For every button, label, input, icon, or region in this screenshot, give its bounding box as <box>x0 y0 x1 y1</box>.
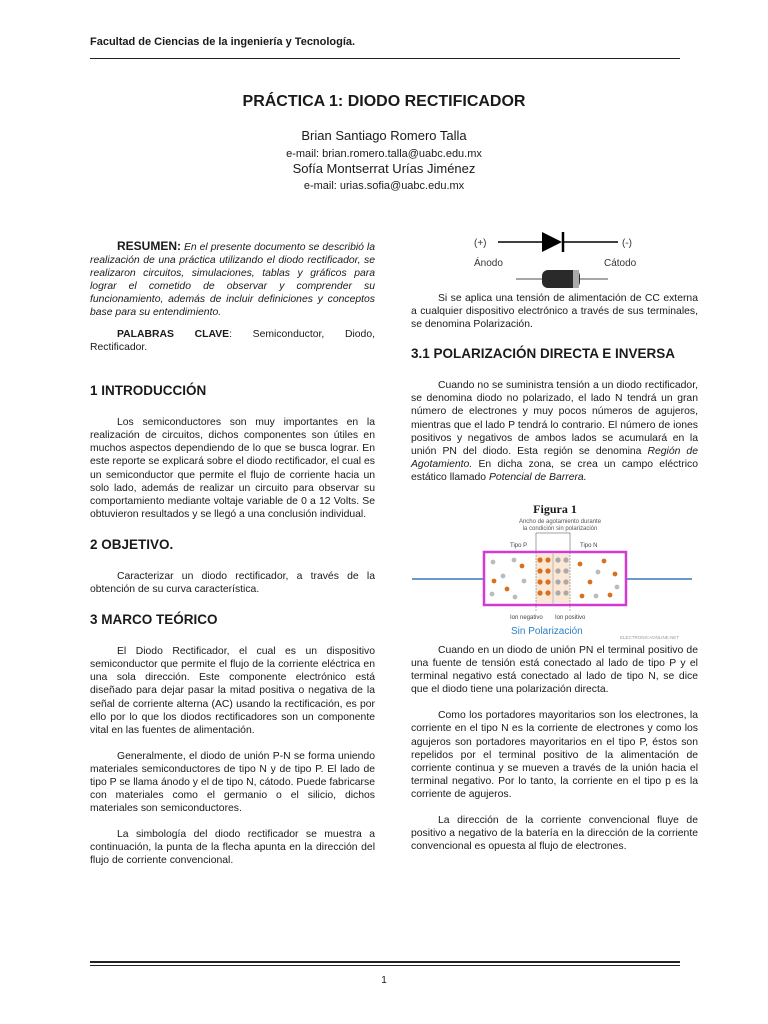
bias-text <box>411 379 698 484</box>
author-email-1: e-mail: brian.romero.talla@uabc.edu.mx <box>286 148 482 160</box>
depletion-caption-line1: Ancho de agotamiento durante <box>518 519 602 525</box>
right-column <box>411 292 698 484</box>
paragraph: Los semiconductores son muy importantes en la realización de circuitos, dichos componentes son útiles en muchos aspectos dependiendo de lo que se busca lograr. En este reporte se explicará sobre el diodo rectificador, el cual es un semiconductor que permite el flujo de corriente hacia un solo lado, además de realizar un circuito para observar su comportamiento mediante voltaje variable de 0 a 12 Volts. Se obtuvieron resultados y se llegó a una conclusión individual. <box>90 417 375 520</box>
section-heading-intro: 1 INTRODUCCIÓN <box>90 383 207 399</box>
keywords-label: PALABRAS CLAVE <box>117 329 230 340</box>
figure-1-pn-junction <box>412 516 692 642</box>
author-name-2: Sofía Montserrat Urías Jiménez <box>292 161 476 176</box>
diode-symbol-figure <box>468 228 648 296</box>
right-column-lower <box>411 644 698 853</box>
paragraph: Si se aplica una tensión de alimentación de CC externa a cualquier dispositivo electrónico a través de sus terminales, se denomina Polarización. <box>411 293 698 331</box>
left-column <box>90 240 375 868</box>
footer-rule <box>90 961 680 963</box>
paragraph: Generalmente, el diodo de unión P-N se forma uniendo materiales semiconductores de tipo N y de tipo P. El lado de tipo P se llama ánodo y el de tipo N, cátodo. Puede fabricarse con materiales como el germanio o el silicio, dichos materiales son semiconductores. <box>90 750 375 815</box>
section-heading-bias: 3.1 POLARIZACIÓN DIRECTA E INVERSA <box>411 346 676 362</box>
bias-intro-text <box>411 292 698 331</box>
author-email-2: e-mail: urias.sofia@uabc.edu.mx <box>303 180 465 192</box>
section-heading-theory: 3 MARCO TEÓRICO <box>90 612 218 628</box>
paper-title: PRÁCTICA 1: DIODO RECTIFICADOR <box>242 93 526 110</box>
header-rule <box>90 58 680 59</box>
paragraph: Cuando en un diodo de unión PN el terminal positivo de una fuente de tensión está conectado al lado de tipo P y el terminal negativo está conectado al lado de tipo N, se dice que el diodo tiene una polarización directa. <box>411 645 698 696</box>
plus-terminal-label: (+) <box>474 238 487 249</box>
paragraph: Caracterizar un diodo rectificador, a través de la obtención de su curva característica. <box>90 570 375 596</box>
paragraph: Como los portadores mayoritarios son los electrones, la corriente en el tipo N es la corriente de electrones y como los agujeros son portadores mayoritarios en el tipo P, éstos son repelidos por el terminal positivo de la alimentación de corriente continua y se mueven a través de la unión hacia el terminal negativo. Por lo tanto, la corriente en el tipo p es la corriente de agujeros. <box>411 710 698 800</box>
footer-rule-thin <box>90 965 680 966</box>
type-p-label: Tipo P <box>510 543 528 549</box>
forward-bias-text <box>411 644 698 853</box>
abstract <box>90 240 375 319</box>
paragraph <box>411 379 698 484</box>
paragraph: El Diodo Rectificador, el cual es un dispositivo semiconductor que permite el flujo de la corriente eléctrica en una sola dirección. Este componente electrónico está diseñado para dejar pasar la mitad positiva o negativa de la señal de corriente alterna (AC) usando la rectificación, es por ello por lo que los diodos rectificadores son un componente vital en las fuentes de alimentación. <box>90 646 375 736</box>
abstract-text: En el presente documento se describió la realización de una práctica utilizando el diodo rectificador, se realizaron circuitos, simulaciones, tablas y gráficos para lograr el cometido de observar y comprender su funcionamiento, además de incluir definiciones y conceptos base para su entendimiento. <box>90 242 376 318</box>
figure-watermark: ELECTRONICAONLINE.NET <box>620 635 680 640</box>
type-n-label: Tipo N <box>580 543 598 549</box>
section-heading-objective: 2 OBJETIVO. <box>90 536 174 552</box>
objective-text <box>90 570 375 596</box>
theory-text <box>90 645 375 867</box>
depletion-caption-line2: la condición sin polarización <box>522 526 598 532</box>
abstract-label: RESUMEN: <box>117 239 182 253</box>
paragraph: La dirección de la corriente convencional fluye de positivo a negativo de la batería en la dirección de la corriente convencional es opuesta al flujo de electrones. <box>411 815 698 853</box>
ion-negative-label: Ion negativo <box>510 615 543 621</box>
figure-title: Figura 1 <box>533 502 577 516</box>
paragraph: La simbología del diodo rectificador se muestra a continuación, la punta de la flecha apunta en la dirección del flujo de corriente convencional. <box>90 829 375 867</box>
keywords: PALABRAS CLAVE: Semiconductor, Diodo, Rectificador. <box>90 329 375 354</box>
page-number: 1 <box>381 975 387 986</box>
emphasis-depletion-region: Región de Agotamiento. <box>411 445 698 470</box>
minus-terminal-label: (-) <box>622 238 632 249</box>
anode-label: Ánodo <box>474 258 503 269</box>
figure-state-label: Sin Polarización <box>511 626 583 637</box>
page-header: Facultad de Ciencias de la ingeniería y Tecnología. <box>90 36 356 48</box>
keywords-text: Semiconductor, Diodo, Rectificador. <box>90 329 375 354</box>
paragraph-part: Cuando no se suministra tensión a un diodo rectificador, se denomina diodo no polarizado, el lado N tendrá un gran número de electrones y muy pocos números de agujeros, mientras que el lado P tendrá lo contrario. El número de iones positivos y negativos de ambos lados se acumulará en la unión PN del diodo. Esta región se denomina <box>411 380 698 457</box>
depletion-bracket <box>536 533 570 552</box>
cathode-label: Cátodo <box>604 258 637 269</box>
paragraph-part: En dicha zona, se crea un campo eléctrico estático llamado <box>411 458 698 483</box>
emphasis-barrier-potential: Potencial de Barrera. <box>488 471 587 483</box>
ion-positive-label: Ion positivo <box>555 615 586 621</box>
diode-triangle-icon <box>542 232 562 252</box>
cathode-band <box>573 270 579 288</box>
author-name-1: Brian Santiago Romero Talla <box>301 128 467 143</box>
